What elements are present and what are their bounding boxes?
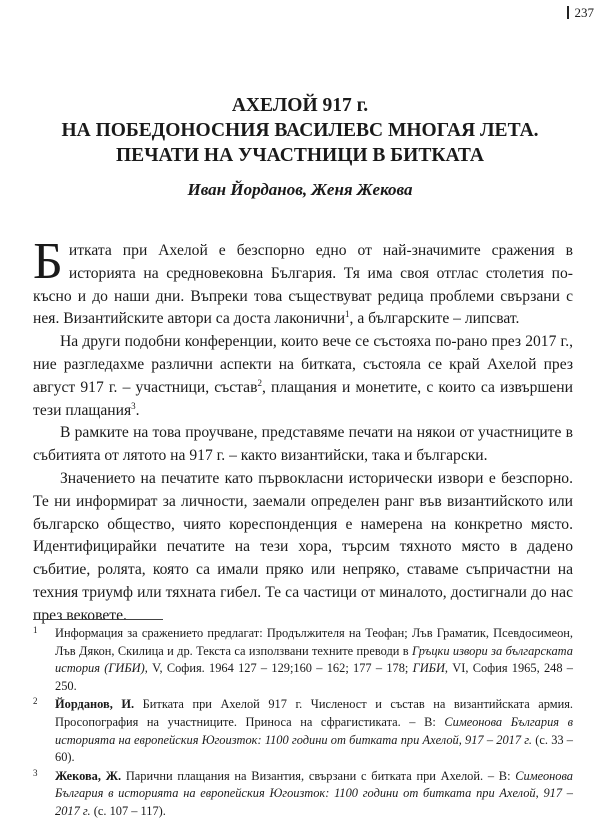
footnote-text: (с. 107 – 117). <box>90 803 166 818</box>
title-line-2: НА ПОБЕДОНОСНИЯ ВАСИЛЕВС МНОГАЯ ЛЕТА. <box>61 120 539 141</box>
footnote-number: 3 <box>33 767 38 778</box>
footnote-number: 1 <box>33 625 38 635</box>
article-body <box>33 233 574 628</box>
title-line-3: ПЕЧАТИ НА УЧАСТНИЦИ В БИТКАТА <box>116 145 484 166</box>
paragraph-1-text: итката при Ахелой е безспорно едно от най-значимите сражения в историята на средновековна България. Тя има своя отглас столетия по-късно и до наши дни. Въпреки това съществуват редица проблеми свързани с нея. Византийските автори са доста лаконични <box>33 242 573 328</box>
footnote-author: Жекова, Ж. <box>55 768 122 783</box>
drop-cap: Б <box>33 233 63 290</box>
footnote-separator <box>33 619 163 620</box>
footnote-3 <box>33 768 573 821</box>
footnote-1 <box>33 625 573 695</box>
paragraph-2-text-a: На други подобни конференции, които вече се състояха по-рано през 2017 г., ние разгледахме различни аспекти на битката, състояла се край Ахелой през август 917 г. – участници, състав <box>33 333 573 396</box>
paragraph-2-text-c: . <box>135 401 140 419</box>
footnote-text: , VI, София 1965, 248 – 250. <box>55 661 573 693</box>
title-line-1: АХЕЛОЙ 917 г. <box>231 95 369 116</box>
footnote-ref-3[interactable]: 3 <box>131 400 136 411</box>
paragraph-2-text-b: , плащания и монетите, с които са извършени тези плащания <box>33 378 574 419</box>
paragraph-3: В рамките на това проучване, представяме печати на някои от участниците в събитията от лятото на 917 г. – както византийски, така и български. <box>33 424 573 465</box>
footnote-text: Парични плащания на Византия, свързани с битката при Ахелой. – В: <box>121 768 516 783</box>
footnote-ref-2[interactable]: 2 <box>257 377 262 388</box>
paragraph-1 <box>33 233 573 331</box>
footnote-author: Йорданов, И. <box>55 697 135 712</box>
footnote-italic-title: Гръцки извори за българската история (ГИБИ) <box>55 643 573 676</box>
footnote-italic-title: ГИБИ <box>412 661 445 676</box>
footnote-text: Информация за сражението предлагат: Продължителя на Теофан; Лъв Граматик, Псевдосимеон, Лъв Дякон, Скилица и др. Текста са използвани техните преводи в <box>55 626 573 658</box>
footnote-ref-1[interactable]: 1 <box>345 309 350 320</box>
footnotes <box>33 625 573 822</box>
authors: Иван Йорданов, Женя Жекова <box>187 180 413 199</box>
page-number: 237 <box>567 6 595 19</box>
footnote-text: , V, София. 1964 127 – 129;160 – 162; 177 – 178; <box>144 661 413 676</box>
footnote-text: (с. 33 – 60). <box>55 732 573 765</box>
footnote-number: 2 <box>33 696 38 707</box>
footnote-2 <box>33 696 573 766</box>
footnote-text: Битката при Ахелой 917 г. Численост и състав на византийската армия. Просопография на участниците. Приноса на сфрагистиката. – В: <box>55 697 574 729</box>
paragraph-2 <box>33 331 573 422</box>
footnote-italic-title: Симеонова България в историята на европейския Югоизток: 1100 години от битката при Ахелой, 917 – 2017 г. <box>55 768 573 818</box>
paragraph-1-tail: , а българските – липсват. <box>349 310 520 328</box>
footnote-italic-title: Симеонова България в историята на европейския Югоизток: 1100 години от битката при Ахелой, 917 – 2017 г. <box>55 714 573 747</box>
paragraph-4: Значението на печатите като първокласни исторически извори е безспорно. Те ни информират за личности, заемали определен ранг във византийското или българско общество, чиято кореспонденция е намерена на конкретно място. Идентифицирайки печатите на тези хора, търсим тяхното място в дадено събитие, ролята, която са имали пряко или непряко, ставаме съпричастни на техния триумф или тяхната гибел. Те са частици от миналото, достигнали до нас през вековете. <box>33 469 573 624</box>
article-title <box>0 93 600 168</box>
